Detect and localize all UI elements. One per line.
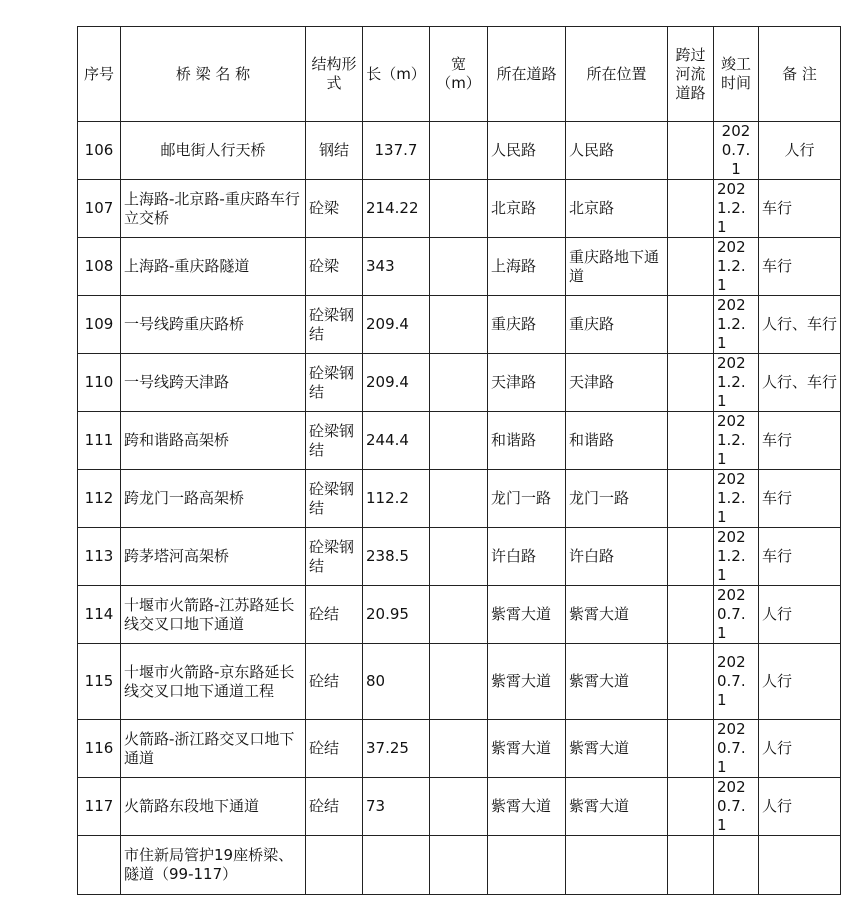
cell-remark: 人行 (759, 586, 841, 644)
header-name: 桥 梁 名 称 (121, 27, 306, 122)
cell-location: 重庆路地下通道 (566, 238, 668, 296)
cell-road: 北京路 (488, 180, 566, 238)
cell-seq: 114 (78, 586, 121, 644)
bridge-table (77, 26, 841, 895)
cell-width (430, 720, 488, 778)
cell-length: 37.25 (363, 720, 430, 778)
cell-completion: 2020.7.1 (714, 778, 759, 836)
cell-road: 重庆路 (488, 296, 566, 354)
summary-empty (759, 836, 841, 895)
cell-structure: 砼梁钢结 (306, 412, 363, 470)
cell-length: 238.5 (363, 528, 430, 586)
cell-name: 上海路-北京路-重庆路车行立交桥 (121, 180, 306, 238)
cell-name: 十堰市火箭路-江苏路延长线交叉口地下通道 (121, 586, 306, 644)
cell-remark: 车行 (759, 238, 841, 296)
cell-length: 137.7 (363, 122, 430, 180)
cell-location: 紫霄大道 (566, 644, 668, 720)
cell-length: 73 (363, 778, 430, 836)
cell-crossing (668, 720, 714, 778)
table-row (78, 528, 841, 586)
table-row (78, 644, 841, 720)
cell-remark: 人行 (759, 720, 841, 778)
header-structure: 结构形式 (306, 27, 363, 122)
cell-road: 紫霄大道 (488, 586, 566, 644)
cell-completion: 2021.2.1 (714, 180, 759, 238)
cell-road: 龙门一路 (488, 470, 566, 528)
cell-location: 紫霄大道 (566, 778, 668, 836)
cell-seq: 112 (78, 470, 121, 528)
table-row (78, 296, 841, 354)
table-row (78, 720, 841, 778)
summary-empty (306, 836, 363, 895)
header-crossing: 跨过河流道路 (668, 27, 714, 122)
cell-seq: 116 (78, 720, 121, 778)
cell-length: 20.95 (363, 586, 430, 644)
cell-road: 和谐路 (488, 412, 566, 470)
cell-location: 龙门一路 (566, 470, 668, 528)
header-road: 所在道路 (488, 27, 566, 122)
cell-road: 上海路 (488, 238, 566, 296)
header-row (78, 27, 841, 122)
cell-structure: 砼梁钢结 (306, 528, 363, 586)
table-row (78, 180, 841, 238)
cell-crossing (668, 644, 714, 720)
cell-name: 上海路-重庆路隧道 (121, 238, 306, 296)
cell-crossing (668, 296, 714, 354)
header-length: 长（m） (363, 27, 430, 122)
cell-remark: 车行 (759, 528, 841, 586)
cell-crossing (668, 778, 714, 836)
table-row (78, 412, 841, 470)
header-width: 宽（m） (430, 27, 488, 122)
cell-length: 343 (363, 238, 430, 296)
cell-completion: 2021.2.1 (714, 528, 759, 586)
table-row (78, 586, 841, 644)
cell-name: 跨茅塔河高架桥 (121, 528, 306, 586)
summary-empty (566, 836, 668, 895)
cell-completion: 2020.7.1 (714, 644, 759, 720)
cell-crossing (668, 412, 714, 470)
cell-remark: 人行 (759, 778, 841, 836)
summary-empty (668, 836, 714, 895)
cell-completion: 2020.7.1 (714, 586, 759, 644)
cell-width (430, 470, 488, 528)
cell-width (430, 528, 488, 586)
cell-seq: 106 (78, 122, 121, 180)
cell-length: 112.2 (363, 470, 430, 528)
cell-width (430, 778, 488, 836)
summary-empty (714, 836, 759, 895)
cell-name: 火箭路-浙江路交叉口地下通道 (121, 720, 306, 778)
cell-completion: 2020.7.1 (714, 122, 759, 180)
cell-name: 一号线跨重庆路桥 (121, 296, 306, 354)
table-row (78, 354, 841, 412)
cell-crossing (668, 354, 714, 412)
cell-structure: 砼结 (306, 586, 363, 644)
cell-structure: 砼结 (306, 778, 363, 836)
cell-name: 跨龙门一路高架桥 (121, 470, 306, 528)
cell-road: 许白路 (488, 528, 566, 586)
cell-remark: 车行 (759, 412, 841, 470)
cell-crossing (668, 528, 714, 586)
table-row (78, 238, 841, 296)
cell-road: 紫霄大道 (488, 644, 566, 720)
cell-length: 209.4 (363, 296, 430, 354)
cell-length: 214.22 (363, 180, 430, 238)
cell-name: 跨和谐路高架桥 (121, 412, 306, 470)
cell-length: 209.4 (363, 354, 430, 412)
summary-empty (430, 836, 488, 895)
summary-empty (78, 836, 121, 895)
cell-width (430, 238, 488, 296)
cell-name: 火箭路东段地下通道 (121, 778, 306, 836)
cell-crossing (668, 180, 714, 238)
cell-structure: 砼梁 (306, 180, 363, 238)
cell-completion: 2021.2.1 (714, 296, 759, 354)
summary-label: 市住新局管护19座桥梁、隧道（99-117） (121, 836, 306, 895)
cell-remark: 人行 (759, 122, 841, 180)
cell-width (430, 354, 488, 412)
cell-crossing (668, 238, 714, 296)
cell-structure: 砼梁钢结 (306, 354, 363, 412)
cell-location: 紫霄大道 (566, 720, 668, 778)
header-completion: 竣工时间 (714, 27, 759, 122)
cell-width (430, 644, 488, 720)
cell-remark: 车行 (759, 180, 841, 238)
summary-empty (488, 836, 566, 895)
cell-structure: 砼结 (306, 644, 363, 720)
cell-location: 和谐路 (566, 412, 668, 470)
cell-location: 人民路 (566, 122, 668, 180)
cell-structure: 砼梁 (306, 238, 363, 296)
table-row (78, 122, 841, 180)
header-remark: 备 注 (759, 27, 841, 122)
cell-crossing (668, 470, 714, 528)
cell-width (430, 586, 488, 644)
cell-structure: 砼梁钢结 (306, 470, 363, 528)
cell-road: 人民路 (488, 122, 566, 180)
cell-completion: 2021.2.1 (714, 238, 759, 296)
cell-location: 紫霄大道 (566, 586, 668, 644)
cell-seq: 108 (78, 238, 121, 296)
cell-road: 天津路 (488, 354, 566, 412)
cell-seq: 110 (78, 354, 121, 412)
header-seq: 序号 (78, 27, 121, 122)
cell-name: 一号线跨天津路 (121, 354, 306, 412)
summary-empty (363, 836, 430, 895)
cell-road: 紫霄大道 (488, 778, 566, 836)
cell-width (430, 180, 488, 238)
cell-seq: 117 (78, 778, 121, 836)
cell-completion: 2021.2.1 (714, 470, 759, 528)
cell-location: 天津路 (566, 354, 668, 412)
cell-remark: 人行、车行 (759, 354, 841, 412)
cell-seq: 107 (78, 180, 121, 238)
cell-length: 80 (363, 644, 430, 720)
cell-road: 紫霄大道 (488, 720, 566, 778)
summary-row (78, 836, 841, 895)
cell-completion: 2021.2.1 (714, 412, 759, 470)
cell-location: 北京路 (566, 180, 668, 238)
cell-structure: 砼结 (306, 720, 363, 778)
cell-completion: 2020.7.1 (714, 720, 759, 778)
cell-crossing (668, 586, 714, 644)
cell-width (430, 122, 488, 180)
cell-length: 244.4 (363, 412, 430, 470)
cell-remark: 人行、车行 (759, 296, 841, 354)
cell-location: 许白路 (566, 528, 668, 586)
cell-seq: 113 (78, 528, 121, 586)
cell-crossing (668, 122, 714, 180)
cell-remark: 人行 (759, 644, 841, 720)
cell-seq: 111 (78, 412, 121, 470)
cell-width (430, 296, 488, 354)
cell-structure: 钢结 (306, 122, 363, 180)
cell-seq: 115 (78, 644, 121, 720)
header-location: 所在位置 (566, 27, 668, 122)
table-row (78, 470, 841, 528)
table-row (78, 778, 841, 836)
cell-seq: 109 (78, 296, 121, 354)
cell-completion: 2021.2.1 (714, 354, 759, 412)
cell-name: 邮电街人行天桥 (121, 122, 306, 180)
cell-structure: 砼梁钢结 (306, 296, 363, 354)
cell-name: 十堰市火箭路-京东路延长线交叉口地下通道工程 (121, 644, 306, 720)
cell-remark: 车行 (759, 470, 841, 528)
cell-width (430, 412, 488, 470)
cell-location: 重庆路 (566, 296, 668, 354)
